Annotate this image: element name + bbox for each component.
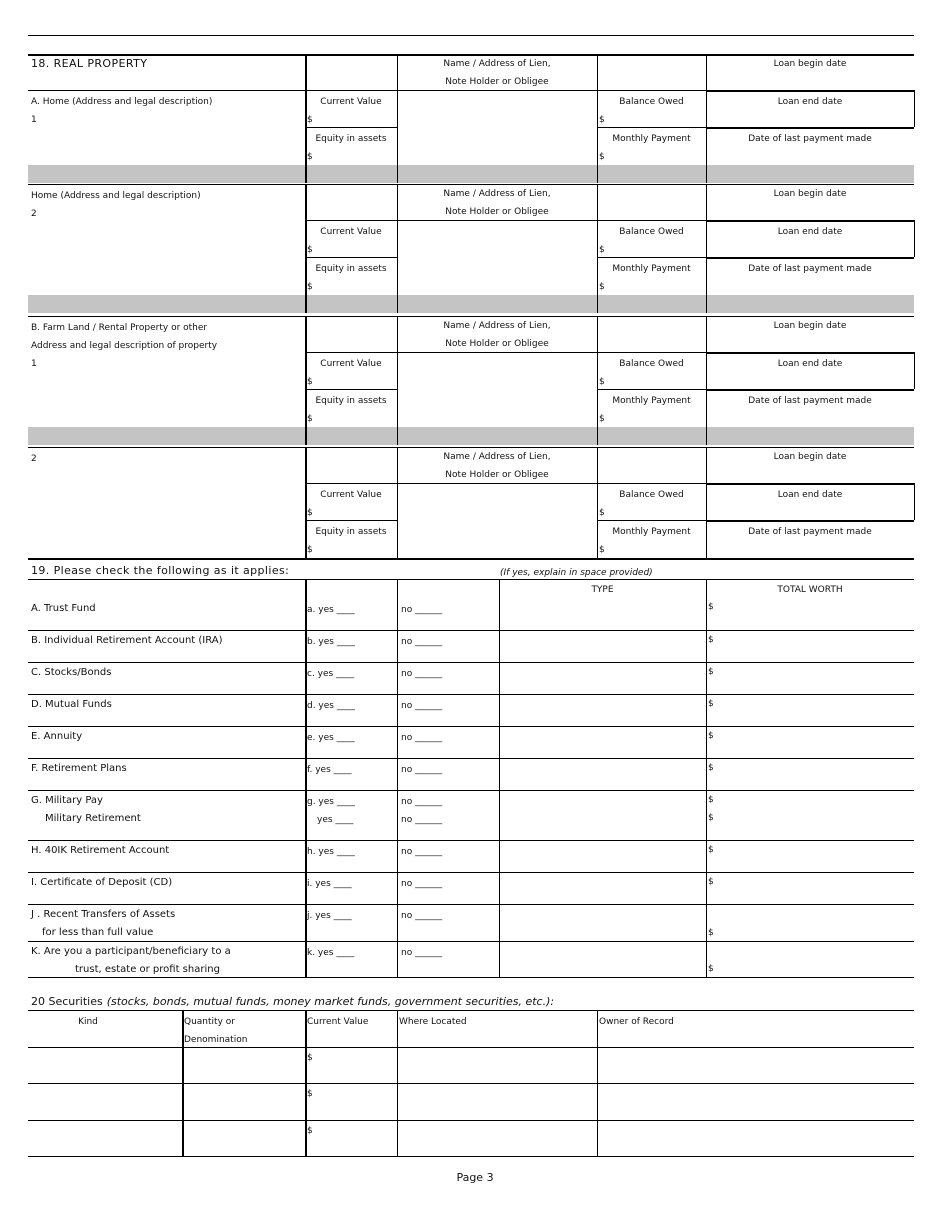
yes-checkbox-field[interactable]: i. yes ____ <box>307 879 352 889</box>
balance-owed-field[interactable]: $ <box>599 245 605 255</box>
loan-end-box-top <box>706 90 914 92</box>
balance-owed-field[interactable]: $ <box>599 377 605 387</box>
no-checkbox-field[interactable]: no ______ <box>401 911 443 921</box>
total-worth-field[interactable]: $ <box>708 763 714 773</box>
rp-col-line <box>597 184 598 295</box>
total-worth-field[interactable]: $ <box>708 635 714 645</box>
total-worth-field[interactable]: $ <box>708 813 714 823</box>
equity-field[interactable]: $ <box>307 545 313 555</box>
no-checkbox-field[interactable]: no ______ <box>401 847 443 857</box>
rp-col-line <box>305 184 307 295</box>
rp-col-line <box>305 316 307 427</box>
securities-col-line <box>597 1010 598 1156</box>
current-value-header: Current Value <box>320 97 382 107</box>
type-field[interactable] <box>501 664 704 692</box>
rp-col-line <box>305 165 307 183</box>
yes-checkbox-field[interactable]: yes ____ <box>317 815 354 825</box>
rp-row-line <box>706 520 914 522</box>
current-value-field[interactable]: $ <box>307 508 313 518</box>
monthly-payment-field[interactable]: $ <box>599 414 605 424</box>
current-value-header: Current Value <box>307 1017 369 1027</box>
monthly-payment-field[interactable]: $ <box>599 545 605 555</box>
assets-col-line <box>305 579 307 977</box>
rp-col-line <box>397 165 398 183</box>
assets-col-line <box>397 579 398 977</box>
asset-label: A. Trust Fund <box>31 603 96 614</box>
home-a-label: A. Home (Address and legal description) <box>31 97 213 107</box>
kind-header: Kind <box>78 1017 98 1027</box>
yes-checkbox-field[interactable]: g. yes ____ <box>307 797 355 807</box>
rp-row-line <box>706 257 914 259</box>
rp-row-line <box>305 127 397 128</box>
rp-row-line <box>706 127 914 129</box>
total-worth-field[interactable]: $ <box>708 667 714 677</box>
rp-col-line <box>397 54 398 165</box>
no-checkbox-field[interactable]: no ______ <box>401 797 443 807</box>
loan-end-box-top <box>706 352 914 354</box>
total-worth-field[interactable]: $ <box>708 699 714 709</box>
rp-col-line <box>706 54 707 165</box>
quantity-header-line2: Denomination <box>184 1035 248 1045</box>
yes-checkbox-field[interactable]: d. yes ____ <box>307 701 355 711</box>
asset-label: I. Certificate of Deposit (CD) <box>31 877 173 888</box>
assets-header-line <box>28 579 914 580</box>
loan-begin-header: Loan begin date <box>773 452 847 462</box>
monthly-payment-header: Monthly Payment <box>612 134 691 144</box>
securities-col-line <box>182 1010 184 1156</box>
owner-header: Owner of Record <box>599 1017 674 1027</box>
type-field[interactable] <box>501 943 704 975</box>
asset-label: G. Military Pay <box>31 795 103 806</box>
asset-label-line2: for less than full value <box>42 927 154 938</box>
asset-label: D. Mutual Funds <box>31 699 112 710</box>
rp-col-line <box>597 295 598 313</box>
assets-row-line <box>28 840 914 841</box>
type-header: TYPE <box>591 585 614 595</box>
lien-header-line2: Note Holder or Obligee <box>445 339 549 349</box>
current-value-field[interactable]: $ <box>307 245 313 255</box>
rp-col-line <box>305 447 307 558</box>
lien-header-line1: Name / Address of Lien, <box>443 452 551 462</box>
lien-header-line2: Note Holder or Obligee <box>445 77 549 87</box>
loan-end-box-top <box>706 483 914 485</box>
lien-header-line2: Note Holder or Obligee <box>445 207 549 217</box>
securities-row-line <box>28 1120 914 1121</box>
quantity-header-line1: Quantity or <box>184 1017 235 1027</box>
asset-label: E. Annuity <box>31 731 83 742</box>
property-label: Home (Address and legal description) <box>31 191 201 201</box>
balance-owed-field[interactable]: $ <box>599 508 605 518</box>
current-value-field[interactable]: $ <box>307 377 313 387</box>
total-worth-header: TOTAL WORTH <box>777 585 843 595</box>
assets-row-line <box>28 726 914 727</box>
yes-checkbox-field[interactable]: f. yes ____ <box>307 765 352 775</box>
total-worth-field[interactable]: $ <box>708 731 714 741</box>
total-worth-field[interactable]: $ <box>708 602 714 612</box>
rp-col-line <box>597 316 598 427</box>
yes-checkbox-field[interactable]: e. yes ____ <box>307 733 355 743</box>
monthly-payment-field[interactable]: $ <box>599 152 605 162</box>
securities-header-top <box>28 1010 914 1011</box>
lien-header-line1: Name / Address of Lien, <box>443 59 551 69</box>
rp-top-border <box>28 54 914 56</box>
yes-checkbox-field[interactable]: j. yes ____ <box>307 911 352 921</box>
securities-row-line <box>28 1047 914 1048</box>
assets-row-line <box>28 790 914 791</box>
monthly-payment-header: Monthly Payment <box>612 396 691 406</box>
monthly-payment-header: Monthly Payment <box>612 264 691 274</box>
rp-row-line <box>706 389 914 391</box>
rp-col-line <box>397 447 398 558</box>
rp-col-line <box>706 447 707 558</box>
rp-right-edge <box>914 90 915 127</box>
rp-col-line <box>706 165 707 183</box>
loan-end-header: Loan end date <box>777 490 843 500</box>
property-number: 2 <box>31 209 37 219</box>
assets-row-line <box>28 758 914 759</box>
total-worth-field[interactable]: $ <box>708 877 714 887</box>
no-checkbox-field[interactable]: no ______ <box>401 637 443 647</box>
loan-begin-header: Loan begin date <box>773 59 847 69</box>
current-value-field[interactable]: $ <box>307 115 313 125</box>
top-rule <box>28 35 914 36</box>
section-20-title <box>31 996 554 1008</box>
balance-owed-header: Balance Owed <box>619 97 684 107</box>
asset-label-line2: trust, estate or profit sharing <box>75 964 220 975</box>
no-checkbox-field[interactable]: no ______ <box>401 815 443 825</box>
rp-col-line <box>397 316 398 427</box>
equity-header: Equity in assets <box>315 264 387 274</box>
loan-begin-header: Loan begin date <box>773 321 847 331</box>
no-checkbox-field[interactable]: no ______ <box>401 605 443 615</box>
rp-bottom-border <box>28 558 914 560</box>
property-label: B. Farm Land / Rental Property or other <box>31 323 208 333</box>
asset-label: C. Stocks/Bonds <box>31 667 112 678</box>
rp-col-line <box>397 295 398 313</box>
total-worth-field[interactable]: $ <box>708 928 714 938</box>
monthly-payment-header: Monthly Payment <box>612 527 691 537</box>
securities-value-field[interactable]: $ <box>307 1053 313 1063</box>
section-20-title-italic: (stocks, bonds, mutual funds, money market funds, government securities, etc.): <box>106 995 555 1008</box>
assets-col-line <box>499 579 500 977</box>
home-a-number: 1 <box>31 115 37 125</box>
rp-row-line <box>305 389 397 390</box>
rp-col-line <box>706 184 707 295</box>
yes-checkbox-field[interactable]: a. yes ____ <box>307 605 355 615</box>
loan-end-box-top <box>706 220 914 222</box>
section-19-title: 19. Please check the following as it applies: <box>31 564 290 577</box>
property-number: 1 <box>31 359 37 369</box>
property-number: 2 <box>31 454 37 464</box>
assets-row-line <box>28 630 914 631</box>
type-field[interactable] <box>501 632 704 660</box>
assets-row-line <box>28 904 914 905</box>
asset-label-line2: Military Retirement <box>45 813 141 824</box>
rp-row-line <box>597 389 706 390</box>
current-value-header: Current Value <box>320 359 382 369</box>
yes-checkbox-field[interactable]: h. yes ____ <box>307 847 355 857</box>
loan-begin-header: Loan begin date <box>773 189 847 199</box>
loan-end-header: Loan end date <box>777 359 843 369</box>
type-field[interactable] <box>501 760 704 788</box>
property-label-line2: Address and legal description of property <box>31 341 218 351</box>
securities-row-line <box>28 1156 914 1157</box>
equity-header: Equity in assets <box>315 396 387 406</box>
rp-row-line <box>305 520 397 521</box>
securities-row-line <box>28 1083 914 1084</box>
no-checkbox-field[interactable]: no ______ <box>401 765 443 775</box>
type-field[interactable] <box>501 792 704 838</box>
equity-header: Equity in assets <box>315 527 387 537</box>
balance-owed-header: Balance Owed <box>619 359 684 369</box>
type-field[interactable] <box>501 728 704 756</box>
rp-col-line <box>597 54 598 165</box>
type-field[interactable] <box>501 595 704 628</box>
last-payment-header: Date of last payment made <box>748 264 872 274</box>
no-checkbox-field[interactable]: no ______ <box>401 669 443 679</box>
monthly-payment-field[interactable]: $ <box>599 282 605 292</box>
yes-checkbox-field[interactable]: c. yes ____ <box>307 669 355 679</box>
rp-right-edge <box>914 352 915 389</box>
last-payment-header: Date of last payment made <box>748 396 872 406</box>
rp-col-line <box>597 427 598 445</box>
total-worth-field[interactable]: $ <box>708 964 714 974</box>
rp-separator-band <box>28 165 914 183</box>
type-field[interactable] <box>501 906 704 939</box>
asset-label: B. Individual Retirement Account (IRA) <box>31 635 223 646</box>
securities-col-line <box>305 1010 307 1156</box>
rp-col-line <box>706 316 707 427</box>
rp-separator-band <box>28 427 914 445</box>
type-field[interactable] <box>501 696 704 724</box>
balance-owed-header: Balance Owed <box>619 490 684 500</box>
current-value-header: Current Value <box>320 227 382 237</box>
current-value-header: Current Value <box>320 490 382 500</box>
no-checkbox-field[interactable]: no ______ <box>401 733 443 743</box>
equity-field[interactable]: $ <box>307 414 313 424</box>
loan-end-header: Loan end date <box>777 227 843 237</box>
yes-checkbox-field[interactable]: k. yes ____ <box>307 948 355 958</box>
rp-row-line <box>597 127 706 128</box>
rp-block-top <box>28 316 914 317</box>
balance-owed-header: Balance Owed <box>619 227 684 237</box>
rp-col-line <box>397 184 398 295</box>
rp-right-edge <box>914 220 915 257</box>
assets-row-line <box>28 941 914 942</box>
rp-block-top <box>28 447 914 448</box>
type-field[interactable] <box>501 874 704 902</box>
rp-separator-band <box>28 295 914 313</box>
rp-block-top <box>28 184 914 185</box>
section-20-title-text: 20 Securities <box>31 995 103 1008</box>
loan-end-header: Loan end date <box>777 97 843 107</box>
last-payment-header: Date of last payment made <box>748 527 872 537</box>
equity-header: Equity in assets <box>315 134 387 144</box>
securities-col-line <box>397 1010 398 1156</box>
section-18-title: 18. REAL PROPERTY <box>31 57 148 70</box>
equity-field[interactable]: $ <box>307 152 313 162</box>
rp-col-line <box>597 447 598 558</box>
rp-row-line <box>305 257 397 258</box>
asset-label: H. 40IK Retirement Account <box>31 845 170 856</box>
no-checkbox-field[interactable]: no ______ <box>401 879 443 889</box>
securities-value-field[interactable]: $ <box>307 1089 313 1099</box>
where-located-header: Where Located <box>399 1017 467 1027</box>
rp-col-line <box>305 427 307 445</box>
assets-row-line <box>28 694 914 695</box>
asset-label: K. Are you a participant/beneficiary to a <box>31 946 231 957</box>
page-number: Page 3 <box>456 1171 494 1184</box>
rp-row-line <box>597 520 706 521</box>
rp-right-edge <box>914 483 915 520</box>
no-checkbox-field[interactable]: no ______ <box>401 948 443 958</box>
rp-col-line <box>597 165 598 183</box>
section-19-note: (If yes, explain in space provided) <box>500 568 653 578</box>
rp-row-line <box>597 257 706 258</box>
last-payment-header: Date of last payment made <box>748 134 872 144</box>
total-worth-field[interactable]: $ <box>708 845 714 855</box>
asset-label: J . Recent Transfers of Assets <box>31 909 176 920</box>
equity-field[interactable]: $ <box>307 282 313 292</box>
assets-row-line <box>28 662 914 663</box>
type-field[interactable] <box>501 842 704 870</box>
rp-col-line <box>397 427 398 445</box>
balance-owed-field[interactable]: $ <box>599 115 605 125</box>
total-worth-field[interactable]: $ <box>708 795 714 805</box>
no-checkbox-field[interactable]: no ______ <box>401 701 443 711</box>
assets-row-line <box>28 872 914 873</box>
assets-row-line <box>28 977 914 978</box>
lien-header-line1: Name / Address of Lien, <box>443 321 551 331</box>
rp-col-line <box>706 427 707 445</box>
assets-col-line <box>706 579 707 977</box>
rp-col-line <box>305 295 307 313</box>
securities-value-field[interactable]: $ <box>307 1126 313 1136</box>
asset-label: F. Retirement Plans <box>31 763 127 774</box>
rp-col-line <box>706 295 707 313</box>
lien-header-line1: Name / Address of Lien, <box>443 189 551 199</box>
lien-header-line2: Note Holder or Obligee <box>445 470 549 480</box>
rp-col-line <box>305 54 307 165</box>
yes-checkbox-field[interactable]: b. yes ____ <box>307 637 355 647</box>
